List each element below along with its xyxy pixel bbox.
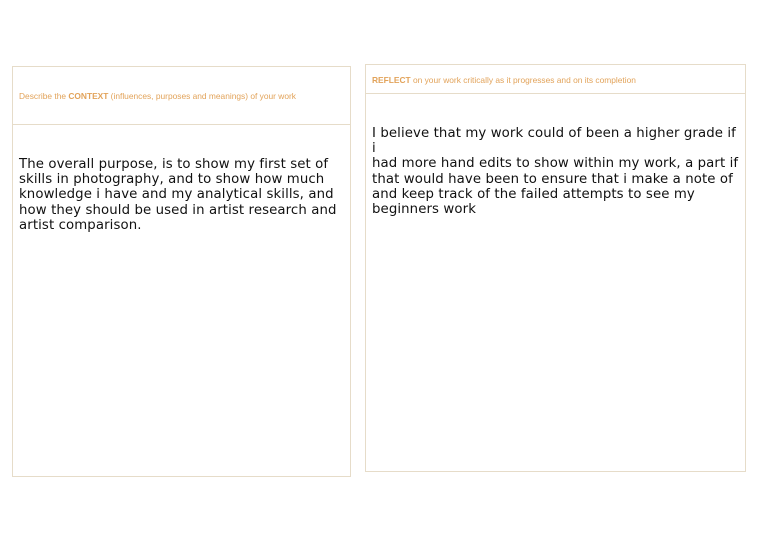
reflect-header — [366, 65, 745, 94]
reflect-prompt — [372, 75, 636, 85]
reflect-response-text: I believe that my work could of been a higher grade if i had more hand edits to show within my work, a part if that would have been to ensure that i make a note of and keep track of the failed attempts to see my beginners work — [372, 126, 739, 218]
context-prompt-suffix: (influences, purposes and meanings) of your work — [108, 91, 296, 101]
reflect-panel — [365, 64, 746, 472]
reflect-keyword: REFLECT — [372, 75, 411, 85]
context-panel — [12, 66, 351, 477]
context-header — [13, 67, 350, 125]
reflect-prompt-suffix: on your work critically as it progresses and on its completion — [410, 75, 636, 85]
context-response-text: The overall purpose, is to show my first set of skills in photography, and to show how much knowledge i have and my analytical skills, and how they should be used in artist research and artist comparison. — [19, 157, 337, 233]
context-keyword: CONTEXT — [68, 91, 109, 101]
context-prompt-prefix: Describe the — [19, 91, 69, 101]
context-prompt — [19, 91, 296, 101]
